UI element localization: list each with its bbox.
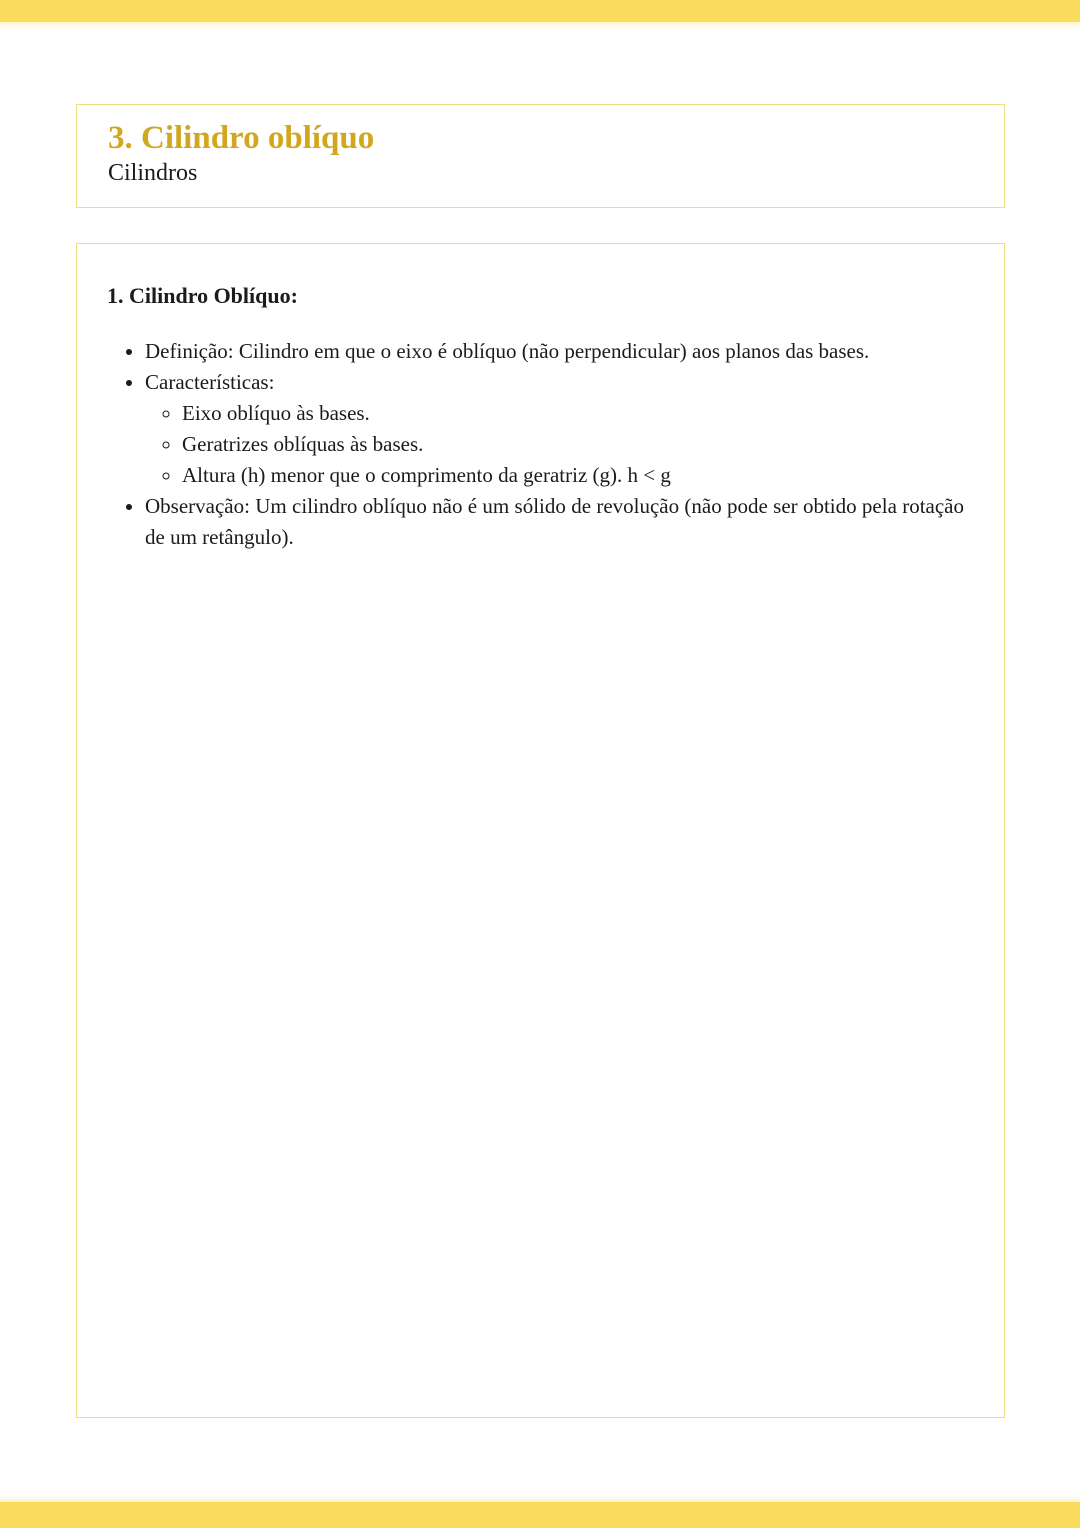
content-box — [76, 243, 1005, 1418]
top-accent-bar — [0, 0, 1080, 22]
page-title: 3. Cilindro oblíquo — [108, 120, 375, 156]
section-heading: 1. Cilindro Oblíquo: — [107, 283, 298, 308]
sub-list — [145, 398, 964, 491]
header-box — [76, 104, 1005, 208]
list-item: • Observação: Um cilindro oblíquo não é um sólido de revolução (não pode ser obtido pela rotação de um retângulo). — [145, 491, 964, 553]
bottom-accent-bar — [0, 1502, 1080, 1528]
bullet-list — [107, 336, 964, 553]
page-subtitle: Cilindros — [108, 160, 198, 186]
sub-list-item: ◦ Eixo oblíquo às bases. — [182, 398, 964, 429]
top-accent-bar-fade — [0, 22, 1080, 30]
sub-list-item: ◦ Geratrizes oblíquas às bases. — [182, 429, 964, 460]
list-item: • Características: ◦ Eixo oblíquo às bases. ◦ Geratrizes oblíquas às bases. ◦ Altura (h) menor que o comprimento da geratriz (g). h < g — [145, 367, 964, 491]
bottom-accent-bar-fade — [0, 1495, 1080, 1502]
list-item: • Definição: Cilindro em que o eixo é oblíquo (não perpendicular) aos planos das bases. — [145, 336, 964, 367]
sub-list-item: ◦ Altura (h) menor que o comprimento da geratriz (g). h < g — [182, 460, 964, 491]
